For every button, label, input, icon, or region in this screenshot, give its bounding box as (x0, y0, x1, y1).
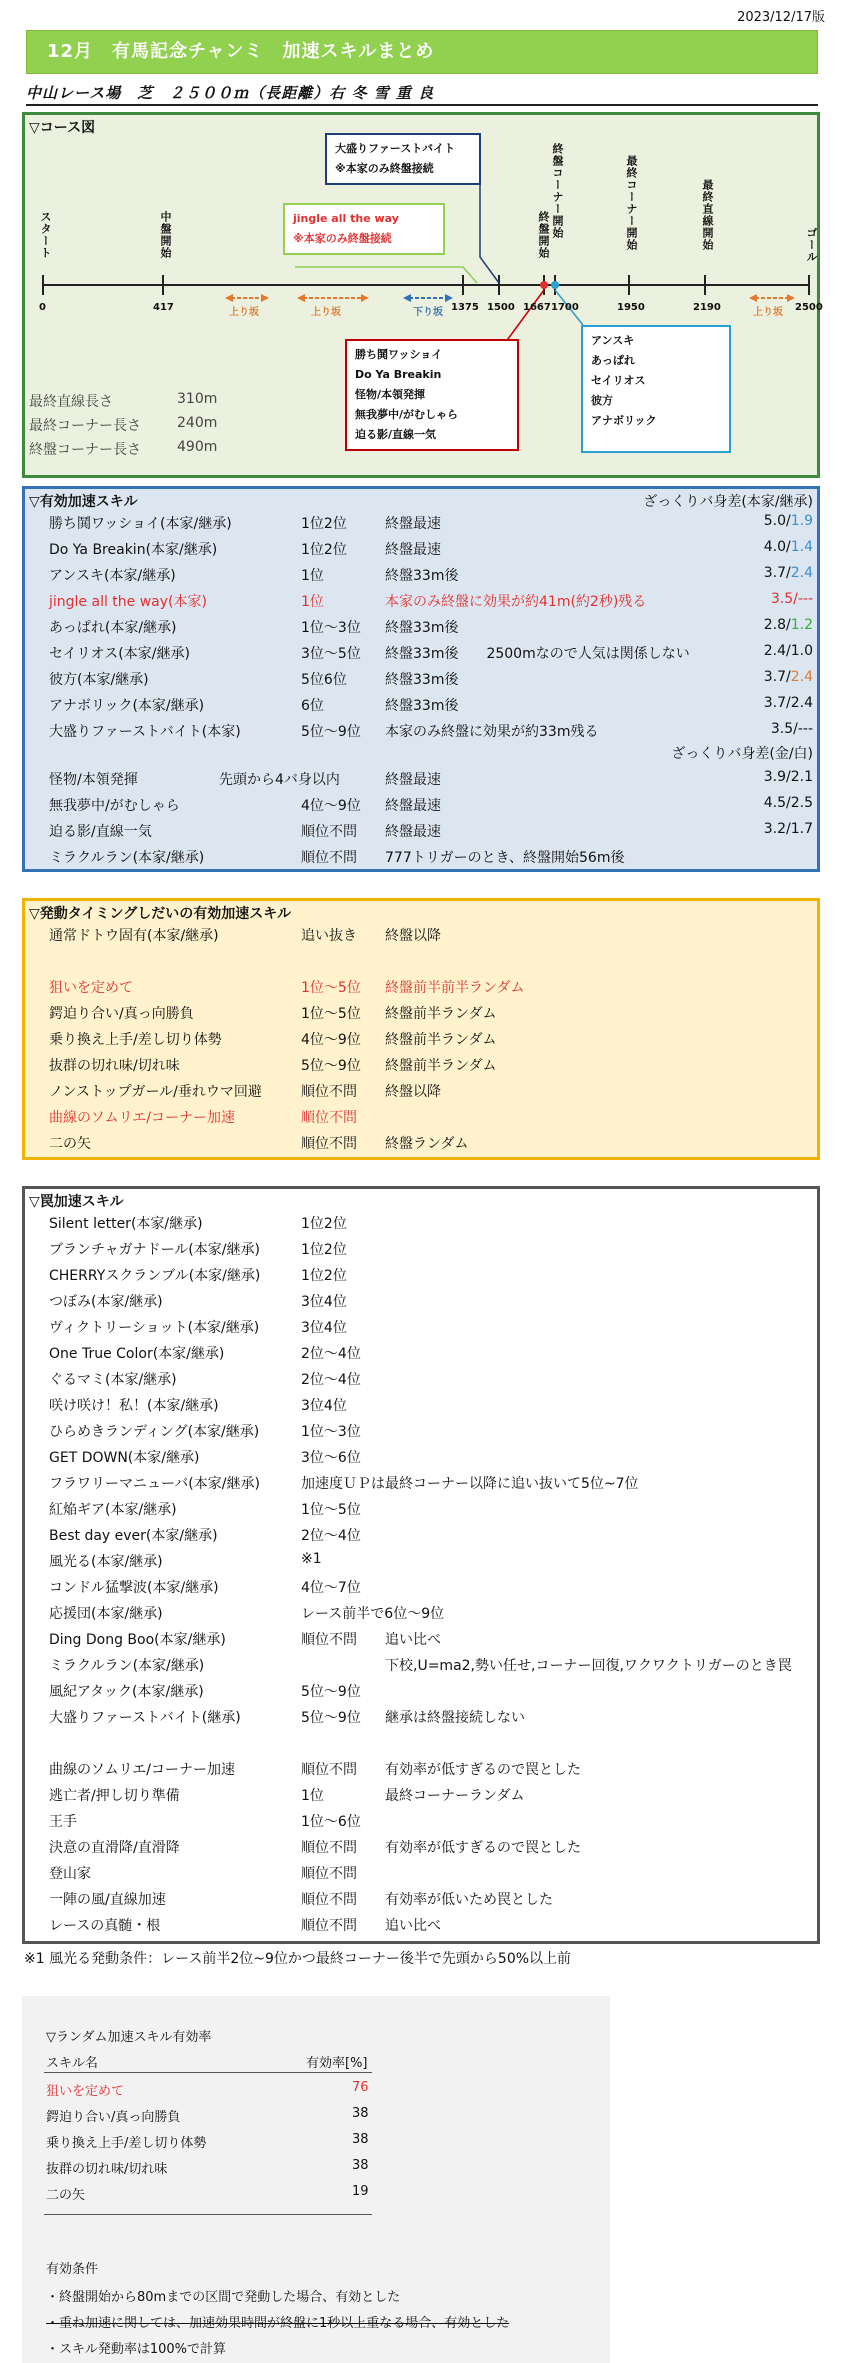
skill-position: レース前半で6位～9位 (301, 1606, 445, 1622)
skill-condition: 終盤以降 (385, 1084, 441, 1100)
random-col-rate: 有効率[%] (306, 2056, 368, 2071)
tick-1700: 1700 (551, 302, 579, 313)
skill-name: 逃亡者/押し切り準備 (49, 1788, 180, 1804)
version-date: 2023/12/17版 (737, 10, 825, 25)
random-skill-name: 抜群の切れ味/切れ味 (46, 2162, 168, 2177)
skill-position: 1位～6位 (301, 1814, 361, 1830)
skill-position: 3位～5位 (301, 646, 361, 662)
skill-name: セイリオス(本家/継承) (49, 646, 190, 662)
skill-condition: 終盤最速 (385, 542, 441, 558)
diff-main: 5.0/ (763, 513, 791, 529)
skill-position: 追い抜き (301, 928, 357, 944)
skill-name: 曲線のソムリエ/コーナー加速 (49, 1110, 236, 1126)
skill-position: 4位～9位 (301, 798, 361, 814)
skill-name: 大盛りファーストバイト(本家) (49, 724, 241, 740)
skill-name: コンドル猛撃波(本家/継承) (49, 1580, 219, 1596)
diff-main: 3.5/--- (770, 591, 813, 607)
skill-diff (764, 513, 813, 529)
slope-down: 下り坂 (413, 307, 443, 318)
page-title: 12月 有馬記念チャンミ 加速スキルまとめ (26, 30, 818, 74)
skill-name: 一陣の風/直線加速 (49, 1892, 166, 1908)
skill-condition: 継承は終盤接続しない (385, 1710, 525, 1726)
venue-info: 中山レース場 芝 ２５００ｍ（長距離）右 冬 雪 重 良 (26, 84, 435, 102)
trap-footnote: ※1 風光る発動条件：レース前半2位~9位かつ最終コーナー後半で先頭から50%以上前 (24, 1951, 572, 1967)
random-skill-name: 鍔迫り合い/真っ向勝負 (46, 2110, 181, 2125)
skill-name: 応援団(本家/継承) (49, 1606, 163, 1622)
skill-name: あっぱれ(本家/継承) (49, 620, 177, 636)
skill-name: 狙いを定めて (49, 980, 133, 996)
skill-diff (764, 617, 813, 633)
skill-name: GET DOWN(本家/継承) (49, 1450, 200, 1466)
diff-sub: 2.4 (790, 565, 813, 581)
tick-2500: 2500 (795, 302, 823, 313)
slope-up-2: 上り坂 (311, 307, 341, 318)
skill-position: 1位2位 (301, 542, 347, 558)
skill-name: 決意の直滑降/直滑降 (49, 1840, 180, 1856)
skill-position: 4位～9位 (301, 1032, 361, 1048)
tick-1500: 1500 (487, 302, 515, 313)
label-last-corner: 最終コーナー開始 (625, 155, 638, 251)
effective-title: ▽有効加速スキル (29, 494, 138, 510)
tick-1375: 1375 (451, 302, 479, 313)
skill-diff: 3.9/2.1 (763, 769, 813, 785)
skill-row (49, 721, 813, 741)
skill-position: 1位2位 (301, 1242, 347, 1258)
skill-diff: 4.5/2.5 (763, 795, 813, 811)
skill-condition: 終盤最速 (385, 798, 441, 814)
skill-condition: 終盤33m後 (385, 620, 459, 636)
skill-name: 風紀アタック(本家/継承) (49, 1684, 204, 1700)
skill-condition: 終盤ランダム (385, 1136, 469, 1152)
skill-position: 3位4位 (301, 1320, 347, 1336)
skill-row (49, 795, 813, 815)
skill-position: 5位～9位 (301, 1710, 361, 1726)
skill-diff (771, 591, 813, 607)
random-skill-rate: 38 (352, 2158, 369, 2173)
skill-position: 2位～4位 (301, 1528, 361, 1544)
skill-position: 5位～9位 (301, 1058, 361, 1074)
skill-name: 勝ち鬨ワッショイ(本家/継承) (49, 516, 232, 532)
diff-main: 2.8/ (763, 617, 791, 633)
skill-name: 大盛りファーストバイト(継承) (49, 1710, 241, 1726)
skill-position: 順位不問 (301, 850, 357, 866)
oomori-pointer (480, 175, 499, 283)
skill-name: 抜群の切れ味/切れ味 (49, 1058, 180, 1074)
skill-name: 風光る(本家/継承) (49, 1554, 163, 1570)
skill-condition: 終盤33m後 (385, 568, 459, 584)
skill-position: 1位2位 (301, 516, 347, 532)
skill-name: One True Color(本家/継承) (49, 1346, 225, 1362)
cond-title: 有効条件 (46, 2262, 99, 2277)
random-skill-rate: 76 (352, 2080, 369, 2095)
course-section: ▽コース図 スタート 中盤開始 終盤コーナー開始 終盤開始 最終コーナー開始 最終直線開始 ゴール 0 417 1375 1500 1667 1700 1950 2190 2500 上り坂 上り坂 下り坂 上り坂 jingle all the way ※本家のみ終盤接続 大盛りファーストバイト ※本家のみ終盤接続 勝ち鬨ワッショイ Do Ya Breakin 怪物/本領発揮 無我夢中/がむしゃら 迫る影/直線一気 アンスキ あっぱれ セイリオス 彼方 アナボリック 最終直線長さ 310m 最終コーナー長さ 240m 終盤コーナー長さ 490m (22, 112, 820, 478)
diff-main: 2.4/1.0 (763, 643, 813, 659)
skill-position: 順位不問 (301, 824, 357, 840)
skill-name: 怪物/本領発揮 (49, 772, 138, 788)
skill-position: 1位～5位 (301, 1502, 361, 1518)
skill-diff: 3.2/1.7 (763, 821, 813, 837)
skill-name: Silent letter(本家/継承) (49, 1216, 203, 1232)
skill-position: 3位～6位 (301, 1450, 361, 1466)
skill-name: 通常ドトウ固有(本家/継承) (49, 928, 219, 944)
effective-note-2: ざっくりバ身差(金/白) (671, 746, 813, 762)
trap-title: ▽罠加速スキル (29, 1194, 124, 1210)
skill-name: 咲け咲け！私！(本家/継承) (49, 1398, 219, 1414)
skill-row (49, 769, 813, 789)
skill-condition: 本家のみ終盤に効果が約41m(約2秒)残る (385, 594, 647, 610)
skill-row (49, 565, 813, 585)
slope-arrows (225, 294, 795, 302)
diff-sub: 1.4 (790, 539, 813, 555)
skill-condition: 終盤33m後 (385, 672, 459, 688)
skill-diff (764, 539, 813, 555)
final-start-dot (540, 281, 548, 289)
skill-position: ※1 (301, 1551, 322, 1567)
skill-condition: 終盤前半ランダム (385, 1006, 497, 1022)
random-panel (22, 1996, 610, 2363)
diff-sub: 1.9 (790, 513, 813, 529)
skill-condition: 最終コーナーランダム (385, 1788, 525, 1804)
skill-condition: 終盤33m後 (385, 698, 459, 714)
skill-position: 2位～4位 (301, 1346, 361, 1362)
blue-skill-box: アンスキ あっぱれ セイリオス 彼方 アナボリック (581, 325, 731, 453)
skill-condition: 終盤前半前半ランダム (385, 980, 525, 996)
skill-name: つぼみ(本家/継承) (49, 1294, 163, 1310)
skill-condition: 有効率が低すぎるので罠とした (385, 1840, 581, 1856)
skill-condition: 追い比べ (385, 1918, 441, 1934)
skill-row (49, 513, 813, 533)
tick-1950: 1950 (617, 302, 645, 313)
skill-name: ブランチャガナドール(本家/継承) (49, 1242, 260, 1258)
label-final-corner: 終盤コーナー開始 (551, 143, 564, 239)
skill-position: 1位2位 (301, 1268, 347, 1284)
random-bottom-line (44, 2214, 372, 2215)
skill-name: アナボリック(本家/継承) (49, 698, 205, 714)
skill-position: 5位～9位 (301, 1684, 361, 1700)
skill-row (49, 591, 813, 611)
label-goal: ゴール (805, 227, 818, 263)
cond-1: ・終盤開始から80mまでの区間で発動した場合、有効とした (46, 2290, 401, 2305)
skill-position: 順位不問 (301, 1632, 357, 1648)
skill-condition: 終盤33m後 2500mなので人気は関係しない (385, 646, 690, 662)
skill-position: 3位4位 (301, 1398, 347, 1414)
skill-position: 順位不問 (301, 1110, 357, 1126)
label-start: スタート (39, 211, 52, 259)
skill-name: CHERRYスクランブル(本家/継承) (49, 1268, 261, 1284)
skill-name: フラワリーマニューバ(本家/継承) (49, 1476, 260, 1492)
skill-position: 1位～5位 (301, 980, 361, 996)
skill-position: 順位不問 (301, 1762, 357, 1778)
skill-diff (771, 721, 813, 737)
skill-position: 順位不問 (301, 1136, 357, 1152)
skill-row (49, 695, 813, 715)
skill-name: 紅焔ギア(本家/継承) (49, 1502, 177, 1518)
trap-section (22, 1186, 820, 1944)
course-title: ▽コース図 (29, 120, 96, 136)
cond-3: ・スキル発動率は100%で計算 (46, 2342, 227, 2357)
random-skill-rate: 38 (352, 2132, 369, 2147)
skill-row (49, 617, 813, 637)
effective-section (22, 486, 820, 872)
skill-name: 迫る影/直線一気 (49, 824, 152, 840)
skill-position: 2位～4位 (301, 1372, 361, 1388)
skill-position: 先頭から4バ身以内 (219, 772, 340, 788)
skill-diff (764, 669, 813, 685)
skill-condition: 有効率が低いため罠とした (385, 1892, 553, 1908)
skill-name: 王手 (49, 1814, 77, 1830)
skill-name: 二の矢 (49, 1136, 91, 1152)
skill-row (49, 847, 813, 867)
skill-condition: 有効率が低すぎるので罠とした (385, 1762, 581, 1778)
skill-diff (764, 565, 813, 581)
skill-diff (764, 695, 813, 711)
random-skill-rate: 19 (352, 2184, 369, 2199)
timing-section (22, 898, 820, 1160)
skill-position: 加速度ＵＰは最終コーナー以降に追い抜いて5位~7位 (301, 1476, 639, 1492)
tick-1667: 1667 (523, 302, 551, 313)
skill-name: jingle all the way(本家) (49, 594, 207, 610)
tick-2190: 2190 (693, 302, 721, 313)
skill-position: 順位不問 (301, 1918, 357, 1934)
effective-note: ざっくりバ身差(本家/継承) (643, 494, 813, 510)
skill-condition: 追い比べ (385, 1632, 441, 1648)
skill-position: 順位不問 (301, 1892, 357, 1908)
label-last-straight: 最終直線開始 (701, 179, 714, 251)
skill-condition: 終盤以降 (385, 928, 441, 944)
diff-sub: 2.4 (790, 669, 813, 685)
skill-row (49, 539, 813, 559)
diff-main: 3.5/--- (770, 721, 813, 737)
skill-name: Ding Dong Boo(本家/継承) (49, 1632, 226, 1648)
skill-position: 5位～9位 (301, 724, 361, 740)
random-skill-rate: 38 (352, 2106, 369, 2121)
skill-condition: 終盤最速 (385, 516, 441, 532)
slope-up-1: 上り坂 (229, 307, 259, 318)
skill-name: ヴィクトリーショット(本家/継承) (49, 1320, 260, 1336)
skill-name: Do Ya Breakin(本家/継承) (49, 542, 218, 558)
skill-position: 順位不問 (301, 1866, 357, 1882)
skill-position: 1位～5位 (301, 1006, 361, 1022)
skill-name: ひらめきランディング(本家/継承) (49, 1424, 260, 1440)
skill-name: 彼方(本家/継承) (49, 672, 149, 688)
red-pointer (505, 290, 544, 343)
diff-main: 3.7/ (763, 669, 791, 685)
cond-2: ・重ね加速に関しては、加速効果時間が終盤に1秒以上重なる場合、有効とした (46, 2316, 510, 2331)
tick-0: 0 (39, 302, 46, 313)
jingle-pointer (295, 267, 477, 283)
skill-position: 1位 (301, 1788, 324, 1804)
label-mid-start: 中盤開始 (159, 211, 172, 259)
skill-position: 5位6位 (301, 672, 347, 688)
skill-name: ぐるマミ(本家/継承) (49, 1372, 177, 1388)
skill-name: 曲線のソムリエ/コーナー加速 (49, 1762, 236, 1778)
skill-name: Best day ever(本家/継承) (49, 1528, 218, 1544)
skill-position: 1位～3位 (301, 620, 361, 636)
random-skill-name: 狙いを定めて (46, 2084, 125, 2099)
skill-position: 1位～3位 (301, 1424, 361, 1440)
slope-up-3: 上り坂 (753, 307, 783, 318)
skill-name: レースの真髄・根 (49, 1918, 161, 1934)
skill-position: 順位不問 (301, 1084, 357, 1100)
skill-position: 3位4位 (301, 1294, 347, 1310)
skill-position: 1位 (301, 568, 324, 584)
skill-position: 4位～7位 (301, 1580, 361, 1596)
red-skill-box: 勝ち鬨ワッショイ Do Ya Breakin 怪物/本領発揮 無我夢中/がむしゃら 迫る影/直線一気 (345, 339, 519, 451)
skill-name: 乗り換え上手/差し切り体勢 (49, 1032, 222, 1048)
skill-name: ミラクルラン(本家/継承) (49, 1658, 205, 1674)
skill-name: アンスキ(本家/継承) (49, 568, 176, 584)
skill-name: 鍔迫り合い/真っ向勝負 (49, 1006, 194, 1022)
label-final-start: 終盤開始 (537, 211, 550, 259)
random-skill-name: 二の矢 (46, 2188, 86, 2203)
diff-main: 3.7/ (763, 565, 791, 581)
skill-condition: 終盤最速 (385, 824, 441, 840)
timing-title: ▽発動タイミングしだいの有効加速スキル (29, 906, 292, 922)
skill-condition: 終盤前半ランダム (385, 1032, 497, 1048)
diff-main: 3.7/2.4 (763, 695, 813, 711)
skill-condition: 777トリガーのとき、終盤開始56m後 (385, 850, 625, 866)
skill-row (49, 821, 813, 841)
skill-condition: 本家のみ終盤に効果が約33m残る (385, 724, 599, 740)
skill-name: ノンストップガール/垂れウマ回避 (49, 1084, 262, 1100)
skill-diff (764, 643, 813, 659)
skill-condition: 終盤前半ランダム (385, 1058, 497, 1074)
skill-position: 1位2位 (301, 1216, 347, 1232)
skill-position: 1位 (301, 594, 324, 610)
tick-417: 417 (153, 302, 174, 313)
skill-condition: 終盤最速 (385, 772, 441, 788)
jingle-box: jingle all the way ※本家のみ終盤接続 (283, 203, 445, 255)
diff-main: 4.0/ (763, 539, 791, 555)
random-title: ▽ランダム加速スキル有効率 (46, 2030, 212, 2045)
skill-name: ミラクルラン(本家/継承) (49, 850, 205, 866)
divider (26, 104, 818, 106)
skill-condition: 下校,U=ma2,勢い任せ,コーナー回復,ワクワクトリガーのとき罠 (385, 1658, 792, 1674)
skill-row (49, 669, 813, 689)
skill-name: 登山家 (49, 1866, 91, 1882)
final-corner-dot (551, 281, 559, 289)
skill-position: 6位 (301, 698, 324, 714)
oomori-box: 大盛りファーストバイト ※本家のみ終盤接続 (325, 133, 481, 185)
diff-sub: 1.2 (790, 617, 813, 633)
random-col-name: スキル名 (46, 2056, 98, 2071)
random-skill-name: 乗り換え上手/差し切り体勢 (46, 2136, 207, 2151)
skill-position: 順位不問 (301, 1840, 357, 1856)
skill-name: 無我夢中/がむしゃら (49, 798, 180, 814)
random-header-line (44, 2072, 372, 2073)
skill-row (49, 643, 813, 663)
